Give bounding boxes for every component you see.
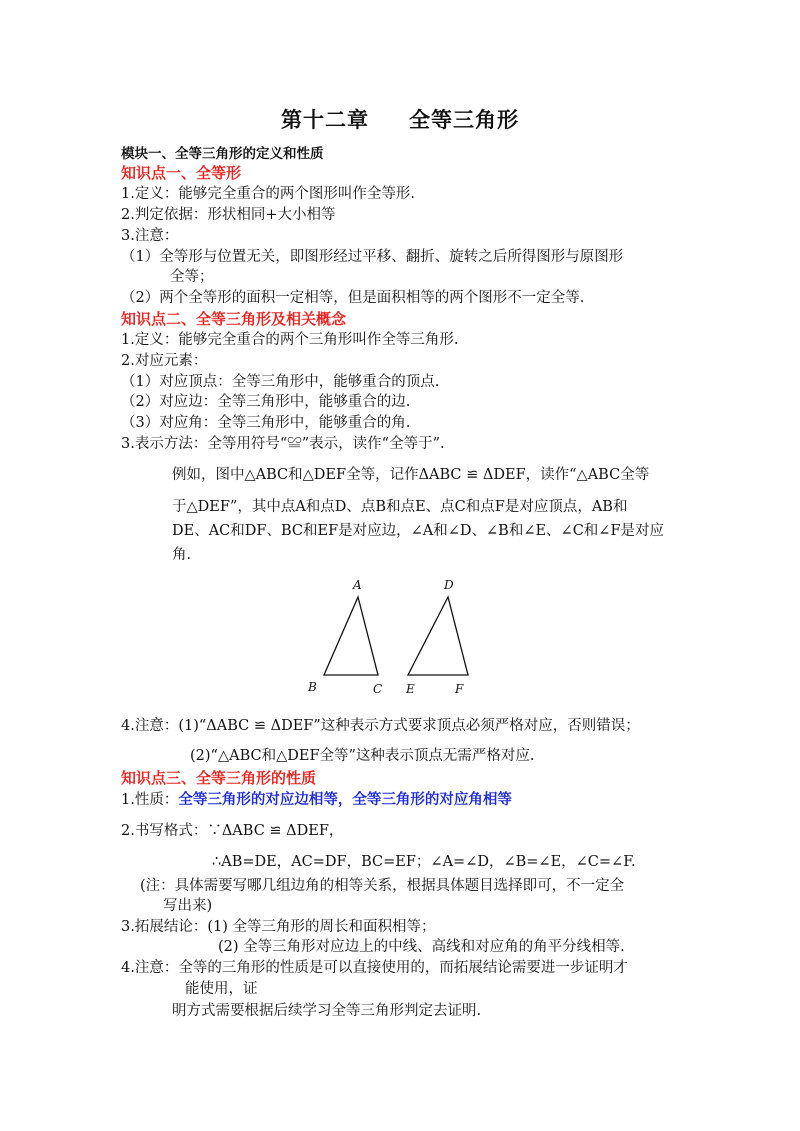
vertex-label-e: E	[406, 682, 415, 696]
example-line-4: 角.	[172, 547, 192, 563]
section-heading-2: 知识点二、全等三角形及相关概念	[121, 310, 347, 328]
example-line-2: 于△DEF”，其中点A和点D、点B和点E、点C和点F是对应顶点，AB和	[172, 499, 628, 515]
k3-property	[121, 790, 512, 810]
triangle-def	[408, 597, 468, 675]
k2-line-6: 3.表示方法：全等用符号“≌”表示，读作“全等于”.	[121, 436, 445, 452]
vertex-label-c: C	[373, 682, 383, 696]
k3-line-3: ∴AB=DE，AC=DF，BC=EF；∠A=∠D，∠B=∠E，∠C=∠F.	[212, 854, 636, 870]
k3-line-4: (注：具体需要写哪几组边角的相等关系，根据具体题目选择即可，不一定全	[140, 878, 625, 894]
vertex-label-d: D	[444, 578, 454, 592]
k2-line-4: （2）对应边：全等三角形中，能够重合的边.	[121, 394, 411, 410]
k1-line-5: 全等；	[170, 269, 214, 285]
example-line-1: 例如，图中△ABC和△DEF全等，记作ΔABC ≌ ΔDEF，读作“△ABC全等	[172, 467, 650, 483]
example-line-3: DE、AC和DF、BC和EF是对应边，∠A和∠D、∠B和∠E、∠C和∠F是对应	[172, 523, 665, 539]
triangle-abc	[324, 597, 378, 675]
k3-line-10: 明方式需要根据后续学习全等三角形判定去证明.	[172, 1003, 482, 1019]
vertex-label-a: A	[353, 578, 362, 592]
k2-line-2: 2.对应元素：	[121, 353, 208, 369]
note4-line-2: (2)“△ABC和△DEF全等”这种表示顶点无需严格对应.	[190, 748, 535, 764]
vertex-label-b: B	[308, 680, 317, 694]
k3-line-5: 写出来)	[163, 898, 213, 914]
k3-line-6: 3.拓展结论：(1) 全等三角形的周长和面积相等；	[121, 919, 436, 935]
k1-line-6: （2）两个全等形的面积一定相等，但是面积相等的两个图形不一定全等.	[121, 290, 585, 306]
k2-line-1: 1.定义：能够完全重合的两个三角形叫作全等三角形.	[121, 332, 459, 348]
section-heading-1: 知识点一、全等形	[121, 164, 242, 182]
property-text: 全等三角形的对应边相等，全等三角形的对应角相等	[178, 792, 512, 808]
triangles-figure	[300, 575, 490, 705]
k1-line-4: （1）全等形与位置无关，即图形经过平移、翻折、旋转之后所得图形与原图形	[121, 249, 624, 265]
title-topic: 全等三角形	[409, 108, 519, 132]
page-title	[0, 104, 800, 134]
vertex-label-f: F	[455, 682, 464, 696]
k3-line-7: (2) 全等三角形对应边上的中线、高线和对应角的角平分线相等.	[218, 939, 625, 955]
k1-line-2: 2.判定依据：形状相同+大小相等	[121, 207, 336, 223]
note4-line-1: 4.注意：(1)“ΔABC ≌ ΔDEF”这种表示方式要求顶点必须严格对应，否则错误；	[121, 718, 640, 734]
k2-line-3: （1）对应顶点：全等三角形中，能够重合的顶点.	[121, 374, 440, 390]
property-label: 1.性质：	[121, 792, 179, 808]
k2-line-5: （3）对应角：全等三角形中，能够重合的角.	[121, 415, 411, 431]
title-chapter: 第十二章	[281, 108, 369, 132]
k3-line-9: 能使用，证	[185, 981, 258, 997]
k1-line-3: 3.注意：	[121, 228, 179, 244]
module-heading: 模块一、全等三角形的定义和性质	[121, 146, 324, 162]
k3-line-8: 4.注意：全等的三角形的性质是可以直接使用的，而拓展结论需要进一步证明才	[121, 960, 628, 976]
k3-line-2: 2.书写格式：∵ΔABC ≌ ΔDEF，	[121, 823, 344, 839]
section-heading-3: 知识点三、全等三角形的性质	[121, 769, 317, 787]
k1-line-1: 1.定义：能够完全重合的两个图形叫作全等形.	[121, 186, 415, 202]
